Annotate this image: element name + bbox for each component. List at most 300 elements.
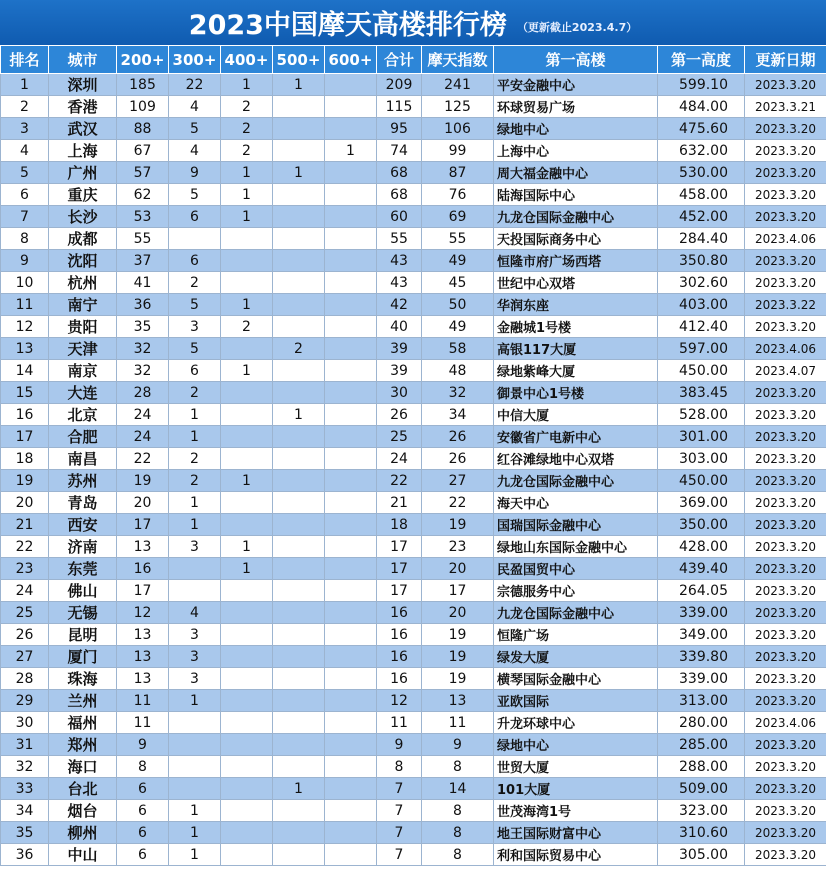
cell-300: 4	[169, 140, 221, 162]
cell-index: 34	[422, 404, 494, 426]
cell-600	[325, 272, 377, 294]
cell-200: 22	[117, 448, 169, 470]
cell-300: 6	[169, 206, 221, 228]
cell-300	[169, 580, 221, 602]
cell-300: 4	[169, 602, 221, 624]
cell-500: 1	[273, 162, 325, 184]
cell-building: 亚欧国际	[494, 690, 658, 712]
cell-400	[221, 624, 273, 646]
cell-height: 301.00	[658, 426, 745, 448]
cell-200: 41	[117, 272, 169, 294]
cell-date: 2023.3.22	[745, 294, 826, 316]
cell-400: 1	[221, 162, 273, 184]
cell-400	[221, 228, 273, 250]
cell-date: 2023.3.20	[745, 206, 826, 228]
cell-building: 陆海国际中心	[494, 184, 658, 206]
cell-600	[325, 470, 377, 492]
cell-200: 109	[117, 96, 169, 118]
cell-500	[273, 272, 325, 294]
cell-rank: 3	[1, 118, 49, 140]
cell-600	[325, 162, 377, 184]
cell-city: 成都	[49, 228, 117, 250]
cell-index: 8	[422, 756, 494, 778]
cell-date: 2023.3.20	[745, 844, 826, 866]
cell-city: 大连	[49, 382, 117, 404]
cell-height: 428.00	[658, 536, 745, 558]
cell-300: 3	[169, 624, 221, 646]
cell-height: 458.00	[658, 184, 745, 206]
cell-building: 恒隆市府广场西塔	[494, 250, 658, 272]
cell-building: 世纪中心双塔	[494, 272, 658, 294]
cell-index: 76	[422, 184, 494, 206]
cell-rank: 29	[1, 690, 49, 712]
cell-rank: 2	[1, 96, 49, 118]
cell-400	[221, 602, 273, 624]
cell-rank: 9	[1, 250, 49, 272]
cell-400	[221, 404, 273, 426]
table-row	[1, 184, 826, 206]
cell-200: 36	[117, 294, 169, 316]
cell-600	[325, 96, 377, 118]
cell-date: 2023.3.20	[745, 690, 826, 712]
cell-building: 上海中心	[494, 140, 658, 162]
cell-300: 2	[169, 448, 221, 470]
cell-index: 22	[422, 492, 494, 514]
cell-total: 95	[377, 118, 422, 140]
cell-height: 412.40	[658, 316, 745, 338]
cell-400	[221, 822, 273, 844]
cell-height: 383.45	[658, 382, 745, 404]
cell-city: 香港	[49, 96, 117, 118]
cell-index: 49	[422, 316, 494, 338]
cell-600	[325, 316, 377, 338]
cell-city: 沈阳	[49, 250, 117, 272]
cell-rank: 25	[1, 602, 49, 624]
header-rank: 排名	[1, 46, 49, 74]
cell-500	[273, 140, 325, 162]
cell-building: 环球贸易广场	[494, 96, 658, 118]
cell-600: 1	[325, 140, 377, 162]
cell-400: 1	[221, 294, 273, 316]
cell-400	[221, 668, 273, 690]
cell-200: 16	[117, 558, 169, 580]
cell-600	[325, 558, 377, 580]
cell-600	[325, 712, 377, 734]
cell-200: 11	[117, 712, 169, 734]
cell-building: 恒隆广场	[494, 624, 658, 646]
cell-total: 115	[377, 96, 422, 118]
cell-600	[325, 822, 377, 844]
header-600: 600+	[325, 46, 377, 74]
cell-200: 20	[117, 492, 169, 514]
cell-building: 海天中心	[494, 492, 658, 514]
cell-500	[273, 734, 325, 756]
cell-400: 2	[221, 118, 273, 140]
cell-index: 58	[422, 338, 494, 360]
cell-200: 88	[117, 118, 169, 140]
page-title: 2023中国摩天高楼排行榜	[188, 10, 507, 41]
cell-400: 1	[221, 360, 273, 382]
cell-total: 55	[377, 228, 422, 250]
table-row	[1, 602, 826, 624]
cell-date: 2023.3.20	[745, 162, 826, 184]
table-row	[1, 338, 826, 360]
header-500: 500+	[273, 46, 325, 74]
table-row	[1, 140, 826, 162]
table-row	[1, 580, 826, 602]
cell-rank: 7	[1, 206, 49, 228]
cell-500	[273, 426, 325, 448]
cell-200: 6	[117, 778, 169, 800]
cell-city: 杭州	[49, 272, 117, 294]
cell-300	[169, 558, 221, 580]
cell-total: 26	[377, 404, 422, 426]
table-row	[1, 668, 826, 690]
cell-600	[325, 602, 377, 624]
page-subtitle: （更新截止2023.4.7）	[516, 20, 638, 34]
cell-total: 39	[377, 360, 422, 382]
cell-500	[273, 558, 325, 580]
cell-building: 中信大厦	[494, 404, 658, 426]
cell-height: 280.00	[658, 712, 745, 734]
cell-600	[325, 536, 377, 558]
cell-city: 中山	[49, 844, 117, 866]
cell-300: 3	[169, 536, 221, 558]
table-row	[1, 272, 826, 294]
cell-200: 57	[117, 162, 169, 184]
cell-height: 475.60	[658, 118, 745, 140]
cell-building: 绿发大厦	[494, 646, 658, 668]
cell-300: 3	[169, 316, 221, 338]
header-tallest-building: 第一高楼	[494, 46, 658, 74]
cell-600	[325, 250, 377, 272]
cell-building: 九龙仓国际金融中心	[494, 206, 658, 228]
cell-600	[325, 448, 377, 470]
cell-height: 350.80	[658, 250, 745, 272]
cell-building: 利和国际贸易中心	[494, 844, 658, 866]
cell-height: 509.00	[658, 778, 745, 800]
cell-400: 2	[221, 316, 273, 338]
header-300: 300+	[169, 46, 221, 74]
cell-date: 2023.3.20	[745, 492, 826, 514]
cell-date: 2023.3.20	[745, 602, 826, 624]
cell-200: 19	[117, 470, 169, 492]
cell-500	[273, 206, 325, 228]
cell-index: 32	[422, 382, 494, 404]
cell-city: 福州	[49, 712, 117, 734]
cell-city: 珠海	[49, 668, 117, 690]
cell-city: 佛山	[49, 580, 117, 602]
cell-600	[325, 492, 377, 514]
cell-400: 2	[221, 96, 273, 118]
cell-600	[325, 690, 377, 712]
cell-500	[273, 844, 325, 866]
cell-600	[325, 228, 377, 250]
cell-city: 烟台	[49, 800, 117, 822]
cell-500: 1	[273, 778, 325, 800]
cell-height: 313.00	[658, 690, 745, 712]
cell-total: 68	[377, 184, 422, 206]
cell-building: 安徽省广电新中心	[494, 426, 658, 448]
table-row	[1, 228, 826, 250]
cell-rank: 5	[1, 162, 49, 184]
cell-total: 18	[377, 514, 422, 536]
cell-rank: 21	[1, 514, 49, 536]
cell-building: 绿地中心	[494, 118, 658, 140]
cell-500	[273, 250, 325, 272]
cell-building: 绿地山东国际金融中心	[494, 536, 658, 558]
cell-total: 16	[377, 668, 422, 690]
cell-200: 9	[117, 734, 169, 756]
cell-building: 国瑞国际金融中心	[494, 514, 658, 536]
cell-height: 403.00	[658, 294, 745, 316]
cell-total: 17	[377, 580, 422, 602]
cell-height: 484.00	[658, 96, 745, 118]
cell-index: 19	[422, 624, 494, 646]
cell-500	[273, 712, 325, 734]
cell-rank: 15	[1, 382, 49, 404]
cell-index: 23	[422, 536, 494, 558]
cell-height: 323.00	[658, 800, 745, 822]
cell-200: 67	[117, 140, 169, 162]
cell-rank: 27	[1, 646, 49, 668]
cell-400	[221, 448, 273, 470]
cell-rank: 18	[1, 448, 49, 470]
cell-500	[273, 492, 325, 514]
cell-300: 5	[169, 338, 221, 360]
cell-date: 2023.3.20	[745, 316, 826, 338]
header-total: 合计	[377, 46, 422, 74]
cell-building: 绿地紫峰大厦	[494, 360, 658, 382]
cell-rank: 33	[1, 778, 49, 800]
table-row	[1, 778, 826, 800]
cell-500	[273, 668, 325, 690]
cell-rank: 23	[1, 558, 49, 580]
cell-200: 32	[117, 360, 169, 382]
cell-300: 5	[169, 184, 221, 206]
cell-rank: 16	[1, 404, 49, 426]
cell-height: 339.00	[658, 668, 745, 690]
table-row	[1, 558, 826, 580]
cell-total: 12	[377, 690, 422, 712]
cell-building: 高银117大厦	[494, 338, 658, 360]
cell-height: 450.00	[658, 470, 745, 492]
cell-city: 兰州	[49, 690, 117, 712]
cell-city: 昆明	[49, 624, 117, 646]
cell-300: 4	[169, 96, 221, 118]
cell-rank: 4	[1, 140, 49, 162]
cell-200: 37	[117, 250, 169, 272]
cell-city: 台北	[49, 778, 117, 800]
cell-300	[169, 778, 221, 800]
cell-200: 13	[117, 668, 169, 690]
cell-date: 2023.3.20	[745, 800, 826, 822]
cell-height: 285.00	[658, 734, 745, 756]
cell-500	[273, 514, 325, 536]
cell-total: 30	[377, 382, 422, 404]
cell-600	[325, 624, 377, 646]
cell-500	[273, 316, 325, 338]
cell-height: 597.00	[658, 338, 745, 360]
cell-300: 3	[169, 646, 221, 668]
cell-total: 7	[377, 800, 422, 822]
cell-city: 天津	[49, 338, 117, 360]
header-update-date: 更新日期	[745, 46, 826, 74]
cell-total: 43	[377, 272, 422, 294]
cell-total: 8	[377, 756, 422, 778]
cell-rank: 28	[1, 668, 49, 690]
cell-index: 26	[422, 426, 494, 448]
cell-index: 8	[422, 822, 494, 844]
cell-500	[273, 602, 325, 624]
cell-400: 1	[221, 536, 273, 558]
cell-600	[325, 668, 377, 690]
cell-rank: 11	[1, 294, 49, 316]
cell-200: 13	[117, 624, 169, 646]
cell-date: 2023.3.20	[745, 426, 826, 448]
cell-date: 2023.3.20	[745, 470, 826, 492]
cell-rank: 19	[1, 470, 49, 492]
cell-city: 柳州	[49, 822, 117, 844]
table-row	[1, 690, 826, 712]
cell-total: 16	[377, 624, 422, 646]
cell-total: 209	[377, 74, 422, 96]
cell-400	[221, 426, 273, 448]
table-row	[1, 426, 826, 448]
cell-200: 24	[117, 426, 169, 448]
cell-total: 21	[377, 492, 422, 514]
cell-400	[221, 778, 273, 800]
cell-rank: 20	[1, 492, 49, 514]
cell-rank: 8	[1, 228, 49, 250]
cell-400	[221, 382, 273, 404]
cell-total: 16	[377, 602, 422, 624]
cell-building: 周大福金融中心	[494, 162, 658, 184]
cell-500	[273, 756, 325, 778]
cell-height: 350.00	[658, 514, 745, 536]
cell-date: 2023.3.20	[745, 624, 826, 646]
cell-date: 2023.3.20	[745, 646, 826, 668]
cell-height: 450.00	[658, 360, 745, 382]
cell-600	[325, 734, 377, 756]
cell-total: 39	[377, 338, 422, 360]
cell-index: 9	[422, 734, 494, 756]
cell-200: 24	[117, 404, 169, 426]
cell-400	[221, 734, 273, 756]
cell-300: 22	[169, 74, 221, 96]
table-row	[1, 470, 826, 492]
cell-500	[273, 822, 325, 844]
cell-height: 303.00	[658, 448, 745, 470]
cell-height: 439.40	[658, 558, 745, 580]
cell-total: 11	[377, 712, 422, 734]
cell-rank: 26	[1, 624, 49, 646]
cell-400: 1	[221, 558, 273, 580]
cell-300: 1	[169, 690, 221, 712]
cell-height: 632.00	[658, 140, 745, 162]
cell-rank: 31	[1, 734, 49, 756]
table-row	[1, 96, 826, 118]
cell-300	[169, 712, 221, 734]
cell-rank: 36	[1, 844, 49, 866]
cell-rank: 1	[1, 74, 49, 96]
cell-city: 北京	[49, 404, 117, 426]
cell-date: 2023.3.20	[745, 536, 826, 558]
cell-date: 2023.3.20	[745, 448, 826, 470]
cell-600	[325, 74, 377, 96]
cell-date: 2023.3.20	[745, 118, 826, 140]
cell-rank: 24	[1, 580, 49, 602]
cell-building: 华润东座	[494, 294, 658, 316]
cell-height: 599.10	[658, 74, 745, 96]
cell-300: 1	[169, 822, 221, 844]
cell-rank: 6	[1, 184, 49, 206]
cell-city: 武汉	[49, 118, 117, 140]
cell-200: 55	[117, 228, 169, 250]
cell-500	[273, 118, 325, 140]
cell-300: 5	[169, 294, 221, 316]
cell-400: 1	[221, 470, 273, 492]
cell-total: 74	[377, 140, 422, 162]
cell-building: 绿地中心	[494, 734, 658, 756]
table-row	[1, 800, 826, 822]
cell-city: 合肥	[49, 426, 117, 448]
cell-400	[221, 646, 273, 668]
cell-400	[221, 250, 273, 272]
table-row	[1, 360, 826, 382]
table-row	[1, 646, 826, 668]
cell-300: 1	[169, 800, 221, 822]
cell-city: 贵阳	[49, 316, 117, 338]
cell-city: 海口	[49, 756, 117, 778]
cell-index: 55	[422, 228, 494, 250]
cell-index: 26	[422, 448, 494, 470]
cell-building: 升龙环球中心	[494, 712, 658, 734]
cell-date: 2023.3.20	[745, 382, 826, 404]
cell-300: 1	[169, 844, 221, 866]
cell-building: 金融城1号楼	[494, 316, 658, 338]
cell-200: 32	[117, 338, 169, 360]
cell-city: 无锡	[49, 602, 117, 624]
cell-600	[325, 294, 377, 316]
cell-500	[273, 360, 325, 382]
table-row	[1, 712, 826, 734]
table-row	[1, 822, 826, 844]
cell-rank: 12	[1, 316, 49, 338]
cell-height: 288.00	[658, 756, 745, 778]
cell-date: 2023.3.20	[745, 580, 826, 602]
cell-200: 62	[117, 184, 169, 206]
cell-500	[273, 294, 325, 316]
cell-height: 264.05	[658, 580, 745, 602]
cell-500	[273, 536, 325, 558]
cell-rank: 17	[1, 426, 49, 448]
cell-index: 13	[422, 690, 494, 712]
cell-height: 452.00	[658, 206, 745, 228]
cell-300: 2	[169, 382, 221, 404]
cell-500	[273, 382, 325, 404]
header-400: 400+	[221, 46, 273, 74]
cell-index: 99	[422, 140, 494, 162]
cell-total: 17	[377, 558, 422, 580]
cell-200: 6	[117, 800, 169, 822]
cell-index: 19	[422, 514, 494, 536]
cell-index: 27	[422, 470, 494, 492]
cell-building: 御景中心1号楼	[494, 382, 658, 404]
cell-index: 11	[422, 712, 494, 734]
table-row	[1, 536, 826, 558]
cell-total: 7	[377, 778, 422, 800]
